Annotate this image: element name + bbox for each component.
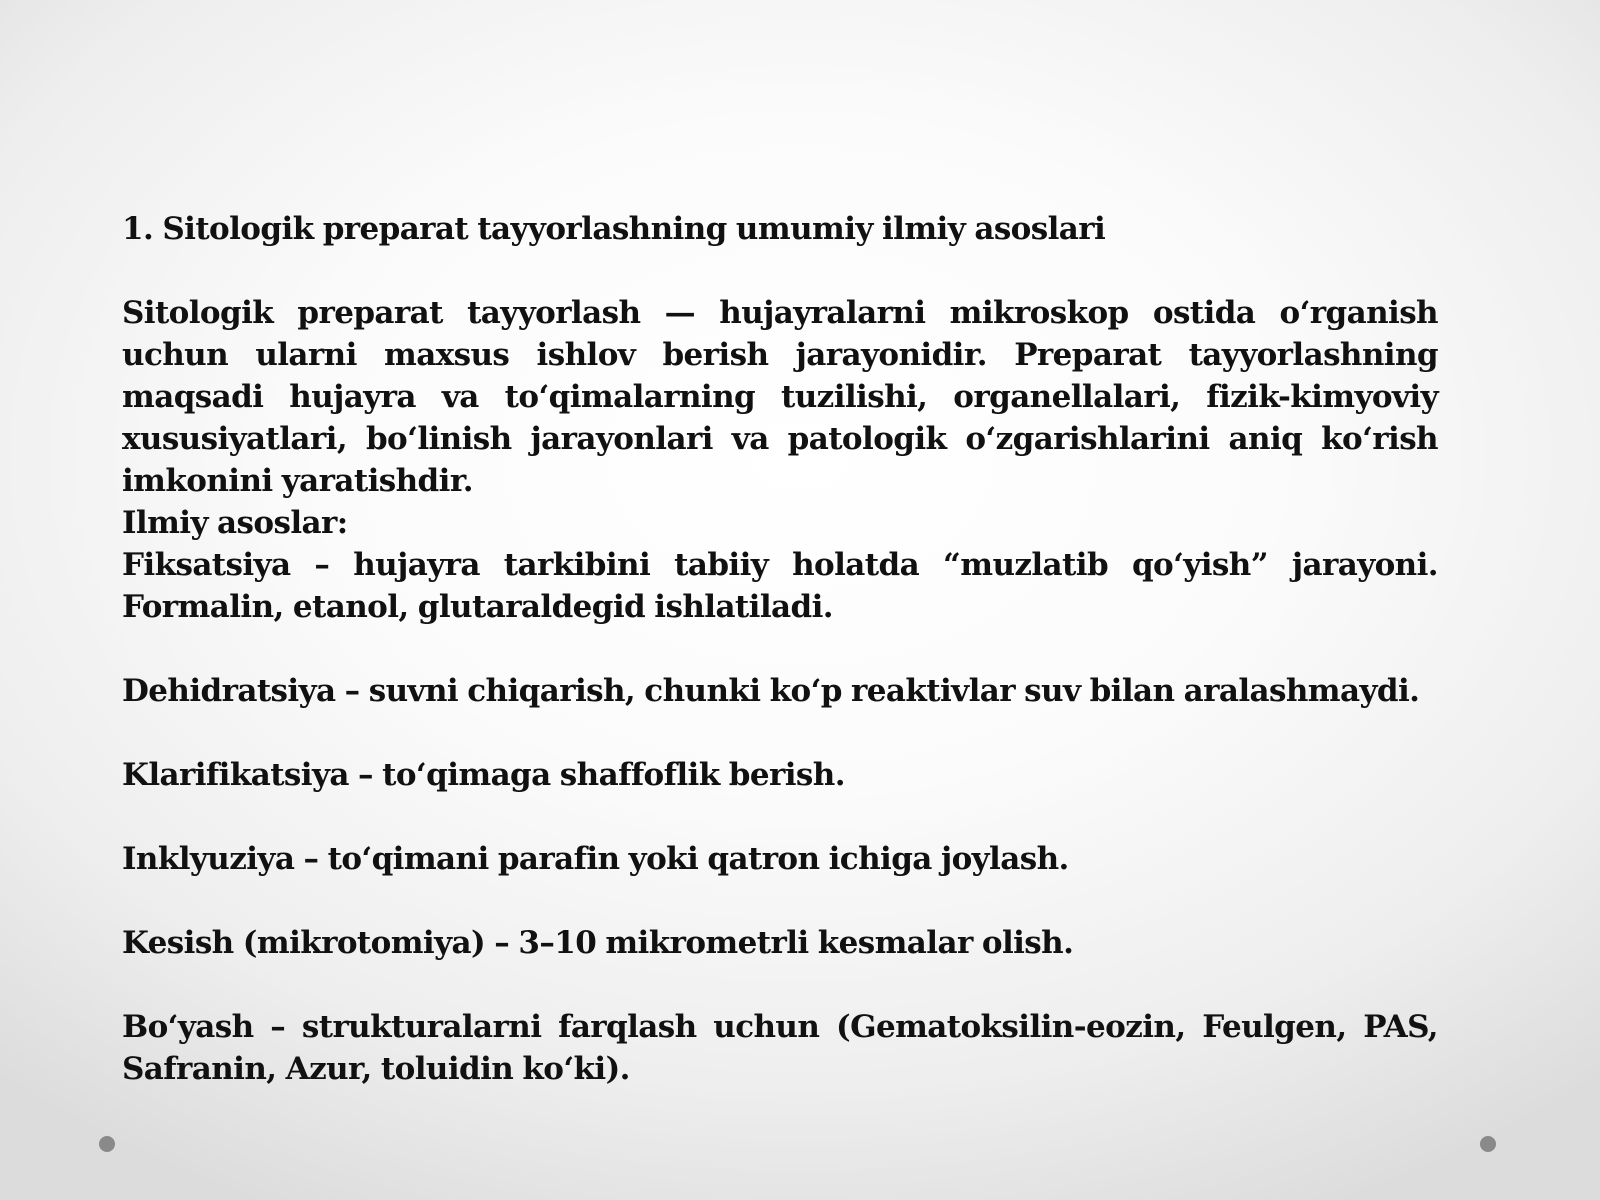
decorative-dot-left — [99, 1136, 115, 1152]
subheading: Ilmiy asoslar: — [122, 505, 348, 541]
decorative-dot-right — [1480, 1136, 1496, 1152]
list-item-klarifikatsiya: Klarifikatsiya – toʻqimaga shaffoflik berish. — [122, 757, 845, 793]
intro-paragraph: Sitologik preparat tayyorlash — hujayralarni mikroskop ostida oʻrganish uchun ularni maxsus ishlov berish jarayonidir. Preparat tayyorlashning maqsadi hujayra va toʻqimalarning tuzilishi, organellalari, fizik-kimyoviy xususiyatlari, boʻlinish jarayonlari va patologik oʻzgarishlarini aniq koʻrish imkonini yaratishdir. — [122, 295, 1438, 499]
list-item-dehidratsiya: Dehidratsiya – suvni chiqarish, chunki koʻp reaktivlar suv bilan aralashmaydi. — [122, 673, 1420, 709]
list-item-boyash: Boʻyash – strukturalarni farqlash uchun (Gematoksilin-eozin, Feulgen, PAS, Safranin, Azur, toluidin koʻki). — [122, 1009, 1438, 1087]
list-item-inklyuziya: Inklyuziya – toʻqimani parafin yoki qatron ichiga joylash. — [122, 841, 1069, 877]
slide-content — [122, 208, 1438, 1090]
list-item-fiksatsiya: Fiksatsiya – hujayra tarkibini tabiiy holatda “muzlatib qoʻyish” jarayoni. Formalin, etanol, glutaraldegid ishlatiladi. — [122, 547, 1438, 625]
list-item-kesish: Kesish (mikrotomiya) – 3–10 mikrometrli kesmalar olish. — [122, 925, 1074, 961]
slide-heading: 1. Sitologik preparat tayyorlashning umumiy ilmiy asoslari — [122, 211, 1106, 247]
